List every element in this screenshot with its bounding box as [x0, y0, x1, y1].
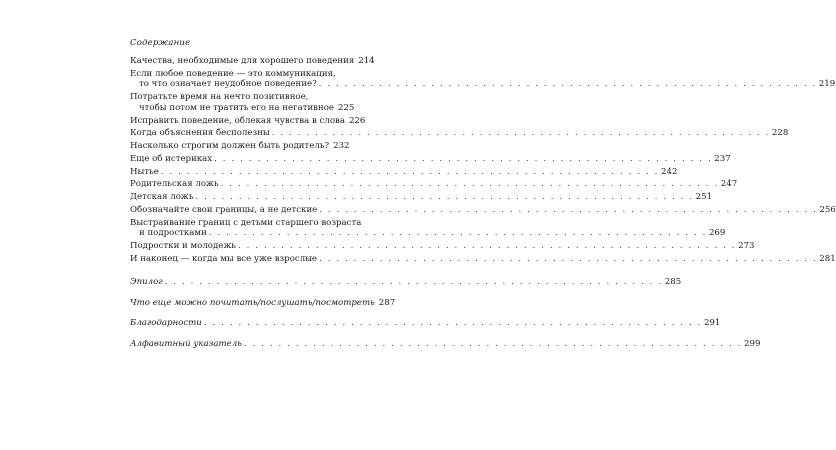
toc-entry-title: Исправить поведение, облекая чувства в слова [130, 115, 345, 126]
toc-page-number: 291 [704, 318, 721, 329]
leader-dots: . . . . . . . . . . . . . . . . . . . . . . . . . . . . . . . . . . . . . . . . . . . . . . . . . . . . . . . . . . [164, 276, 663, 287]
toc-entry-title: Родительская ложь [130, 179, 219, 190]
leader-dots: . . . . . . . . . . . . . . . . . . . . . . . . . . . . . . . . . . . . . . . . . . . . . . . . . . . . . . . . . . [220, 179, 719, 190]
toc-entry[interactable] [130, 241, 755, 252]
toc-entry-title: Потратьте время на нечто позитивное, [130, 92, 309, 103]
toc-page-number: 228 [771, 128, 789, 139]
toc-entry[interactable] [130, 217, 726, 239]
toc-page-number: 285 [664, 276, 682, 287]
toc-entry[interactable] [130, 205, 836, 216]
toc-page-number: 287 [378, 297, 396, 308]
toc-entry-title: Алфавитный указатель [130, 339, 242, 350]
toc-page-number: 232 [333, 141, 350, 152]
toc-entry-title: Благодарности [130, 318, 202, 329]
section-gap [130, 290, 344, 298]
toc-entry[interactable] [130, 68, 836, 90]
toc-entry-title-continued: чтобы потом не тратить его на негативное [139, 102, 334, 113]
toc-entry-title: Детская ложь [130, 192, 194, 203]
toc-entry-epilogue[interactable] [130, 276, 682, 288]
leader-dots: . . . . . . . . . . . . . . . . . . . . . . . . . . . . . . . . . . . . . . . . . . . . . . . . . . . . . . . . . . [243, 339, 743, 350]
toc-page-number: 247 [720, 179, 738, 190]
toc-entry[interactable] [130, 192, 713, 203]
toc-page-number: 251 [695, 192, 713, 203]
toc-entry-title: Эпилог [130, 276, 163, 287]
section-gap [130, 310, 344, 318]
toc-entry-acknowledgements[interactable] [130, 318, 721, 329]
toc-entry[interactable] [130, 56, 375, 67]
toc-entry[interactable] [130, 253, 836, 265]
toc-page-number: 237 [714, 153, 731, 164]
leader-dots: . . . . . . . . . . . . . . . . . . . . . . . . . . . . . . . . . . . . . . . . . . . . . . . . . . . . . . . . . . [237, 241, 737, 252]
toc-entry-title: Что еще можно почитать/послушать/посмотреть [130, 297, 375, 308]
toc-entry-title: Когда объяснения бесполезны [130, 128, 270, 139]
toc-entry-further-reading[interactable] [130, 297, 396, 309]
toc-entry[interactable] [130, 153, 731, 165]
toc-entry-title: Нытье [130, 166, 159, 177]
leader-dots: . . . . . . . . . . . . . . . . . . . . . . . . . . . . . . . . . . . . . . . . . . . . . . . . . . . . . . . . . . [203, 318, 702, 329]
leader-dots: . . . . . . . . . . . . . . . . . . . . . . . . . . . . . . . . . . . . . . . . . . . . . . . . . . . . . . . . . . [214, 153, 713, 164]
toc-entry[interactable] [130, 166, 678, 178]
table-of-contents [130, 56, 836, 352]
toc-page-number: 214 [358, 56, 375, 66]
toc-entry-title: Если любое поведение — это коммуникация, [130, 68, 336, 79]
toc-page-number: 256 [819, 205, 836, 215]
toc-page-number: 299 [744, 339, 761, 350]
running-head: Содержание [130, 38, 191, 48]
toc-entry-title: Еще об истериках [130, 153, 213, 164]
toc-entry-title: Качества, необходимые для хорошего поведения [130, 56, 355, 66]
toc-entry-index[interactable] [130, 339, 761, 350]
leader-dots: . . . . . . . . . . . . . . . . . . . . . . . . . . . . . . . . . . . . . . . . . . . . . . . . . . . . . . . . . . [319, 205, 818, 215]
section-gap [130, 267, 344, 277]
toc-page-number: 226 [348, 115, 366, 126]
toc-entry[interactable] [130, 115, 366, 127]
toc-entry-title-continued: то что означает неудобное поведение? [139, 79, 317, 90]
toc-entry[interactable] [130, 179, 738, 190]
toc-entry-title: И наконец — когда мы все уже взрослые [130, 253, 318, 264]
leader-dots: . . . . . . . . . . . . . . . . . . . . . . . . . . . . . . . . . . . . . . . . . . . . . . . . . . . . . . . . . . [271, 128, 770, 139]
toc-entry-title: Насколько строгим должен быть родитель? [130, 141, 330, 152]
toc-page-number: 269 [708, 228, 726, 239]
section-gap [130, 331, 344, 339]
leader-dots: . . . . . . . . . . . . . . . . . . . . . . . . . . . . . . . . . . . . . . . . . . . . . . . . . . . . . . . . . . [208, 228, 707, 239]
leader-dots: . . . . . . . . . . . . . . . . . . . . . . . . . . . . . . . . . . . . . . . . . . . . . . . . . . . . . . . . . . [318, 79, 817, 90]
toc-page-number: 225 [338, 102, 355, 113]
leader-dots: . . . . . . . . . . . . . . . . . . . . . . . . . . . . . . . . . . . . . . . . . . . . . . . . . . . . . . . . . . [319, 253, 818, 264]
toc-entry[interactable] [130, 92, 355, 113]
toc-entry-title-continued: и подростками [139, 228, 207, 239]
toc-entry-title: Выстраивание границ с детьми старшего возраста [130, 217, 362, 228]
toc-page-number: 273 [738, 241, 755, 252]
leader-dots: . . . . . . . . . . . . . . . . . . . . . . . . . . . . . . . . . . . . . . . . . . . . . . . . . . . . . . . . . . [160, 166, 660, 177]
toc-page-number: 219 [818, 79, 836, 90]
toc-entry-title: Обозначайте свои границы, а не детские [130, 205, 318, 215]
toc-entry[interactable] [130, 128, 789, 139]
toc-entry[interactable] [130, 141, 350, 152]
leader-dots: . . . . . . . . . . . . . . . . . . . . . . . . . . . . . . . . . . . . . . . . . . . . . . . . . . . . . . . . . . [195, 192, 694, 203]
toc-entry-title: Подростки и молодежь [130, 241, 236, 252]
toc-page-number: 281 [819, 253, 836, 264]
toc-page-number: 242 [661, 166, 678, 177]
